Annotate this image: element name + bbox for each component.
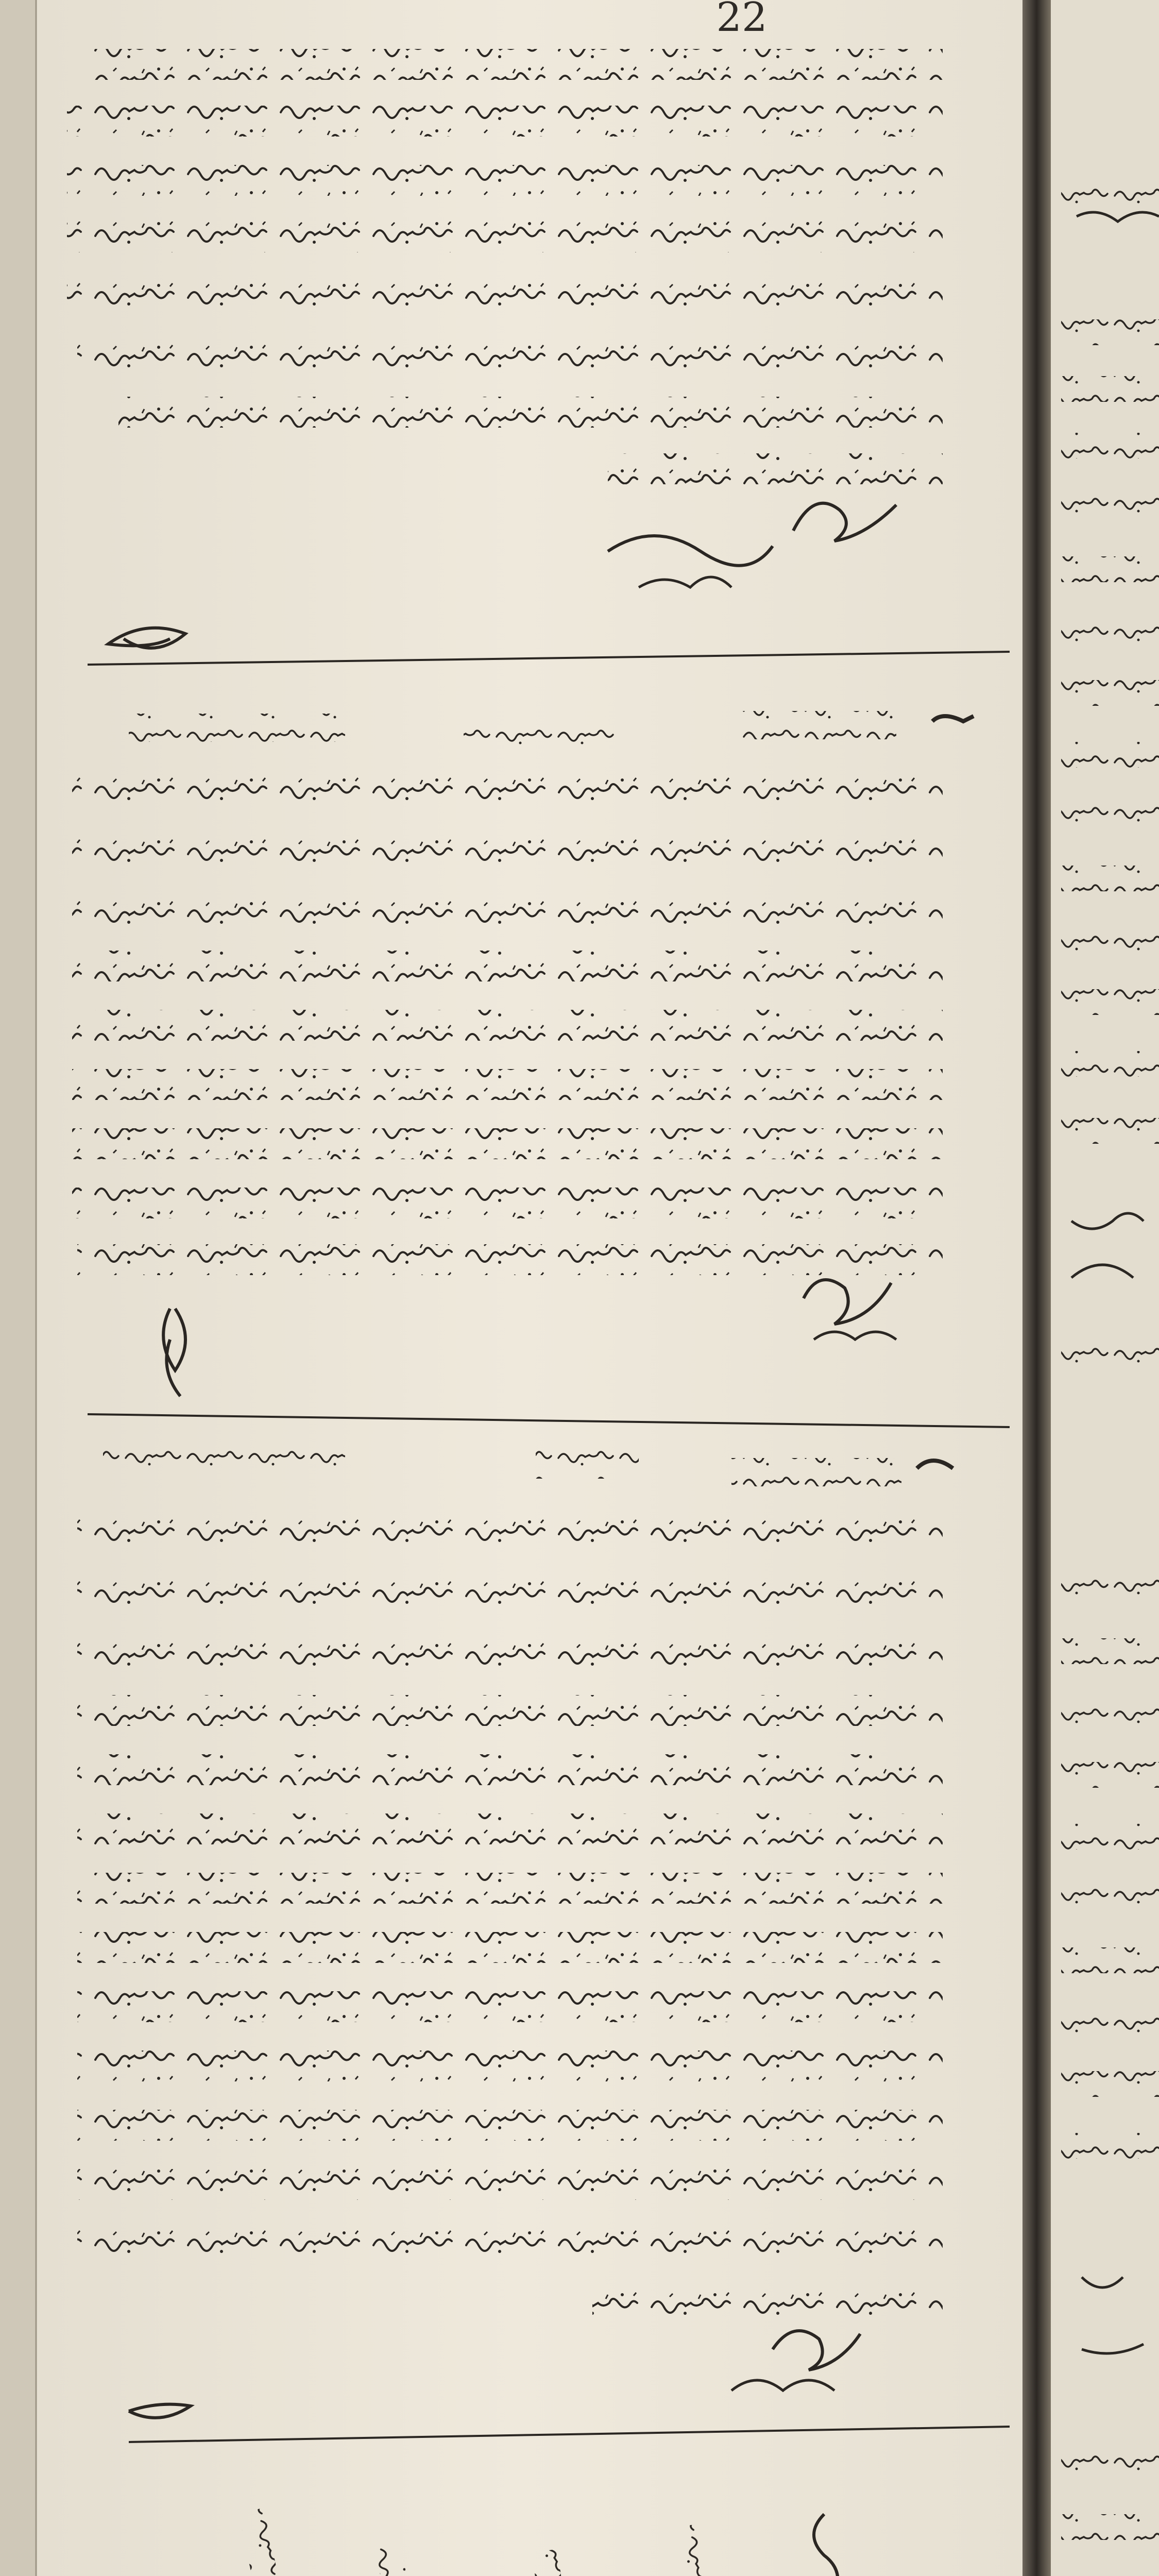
book-gutter: [1022, 0, 1051, 2576]
entry-2-text: [72, 775, 943, 1275]
svg-text:22: 22: [716, 0, 768, 41]
